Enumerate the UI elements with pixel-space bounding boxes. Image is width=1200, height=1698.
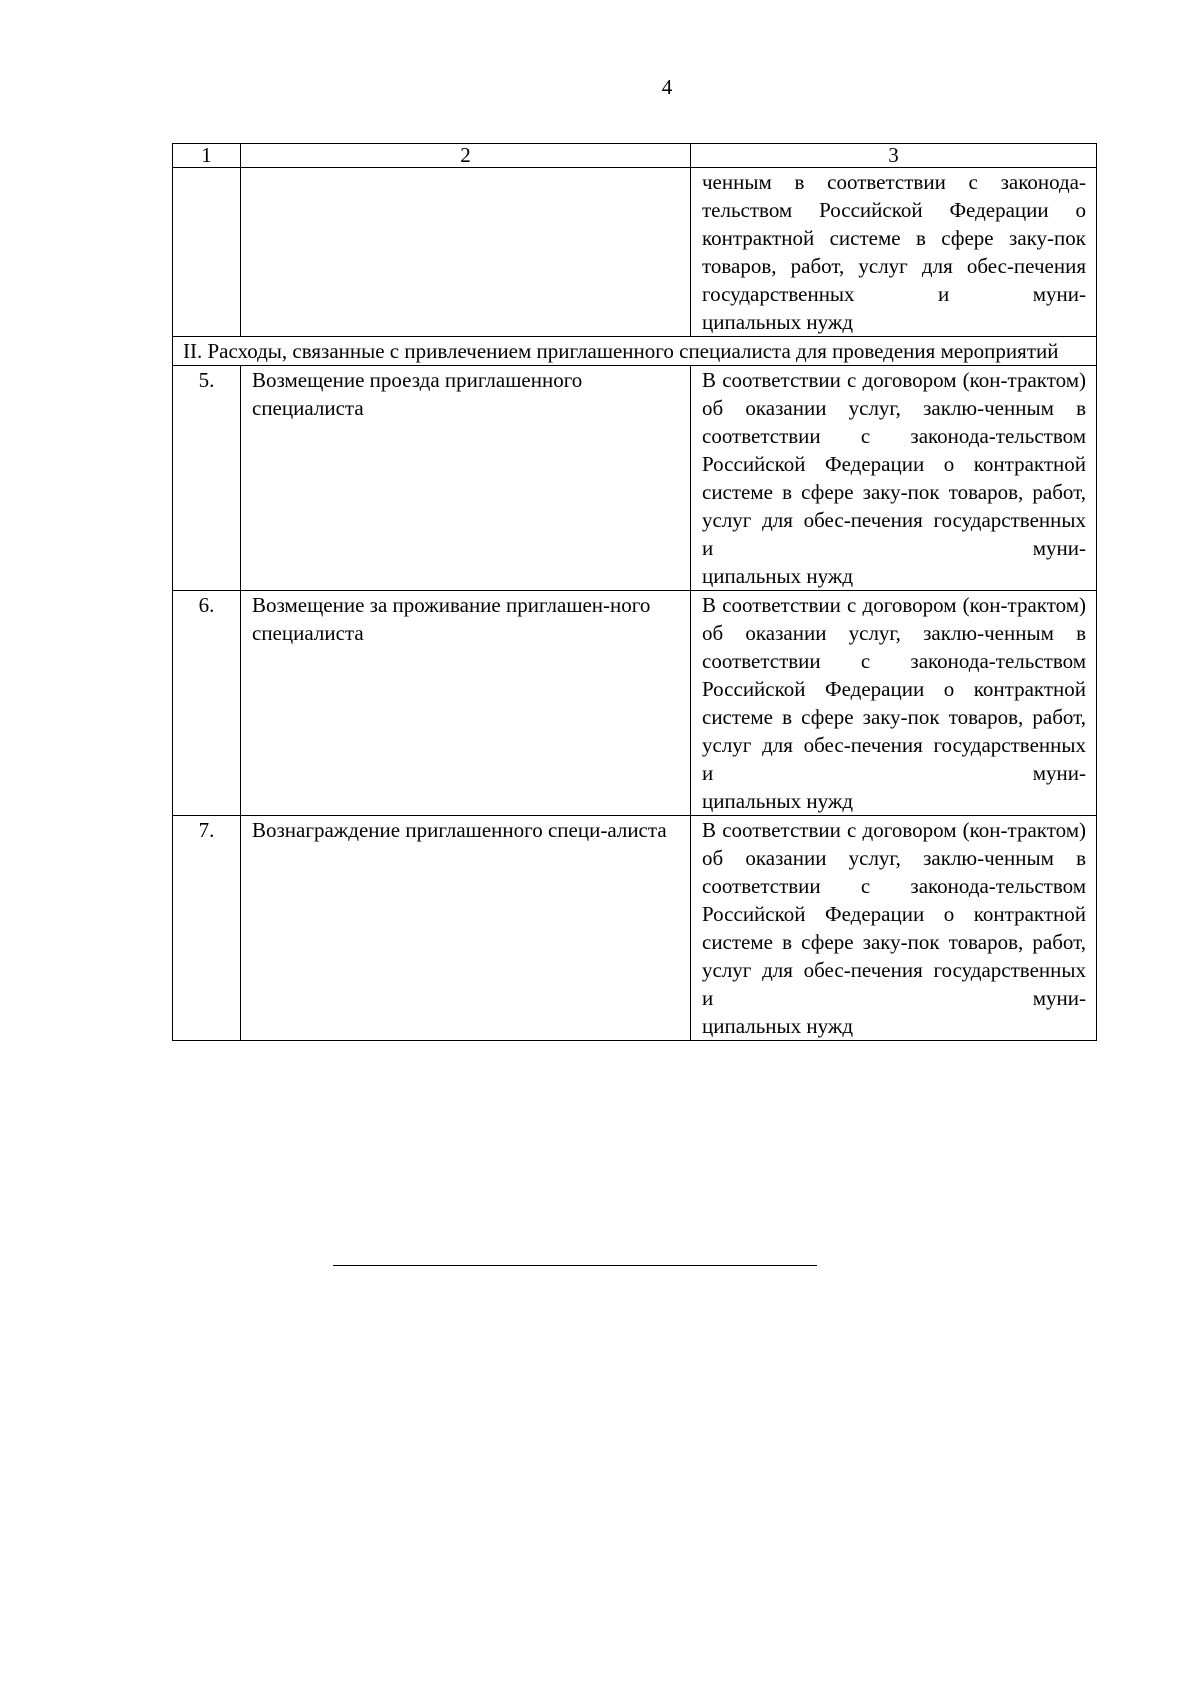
table-header-row [173,144,1097,168]
cell-basis [691,168,1097,337]
basis-text: В соответствии с договором (кон-трактом) об оказании услуг, заклю-ченным в соответствии с законода-тельством Российской Федерации о контрактной системе в сфере заку-пок товаров, работ, услуг для обес-печения государственных и муни- [702,593,1086,785]
table-row [173,366,1097,591]
basis-text: В соответствии с договором (кон-трактом) об оказании услуг, заклю-ченным в соответствии с законода-тельством Российской Федерации о контрактной системе в сфере заку-пок товаров, работ, услуг для обес-печения государственных и муни- [702,818,1086,1010]
basis-text: В соответствии с договором (кон-трактом) об оказании услуг, заклю-ченным в соответствии с законода-тельством Российской Федерации о контрактной системе в сфере заку-пок товаров, работ, услуг для обес-печения государственных и муни- [702,368,1086,560]
basis-text-last-line: ципальных нужд [702,1014,854,1038]
row-number: 7. [173,816,241,1041]
cell-num [173,168,241,337]
table-row-continuation [173,168,1097,337]
basis-text-last-line: ципальных нужд [702,310,854,334]
basis-text-last-line: ципальных нужд [702,564,854,588]
page-number: 4 [661,75,673,99]
cell-basis [691,366,1097,591]
expense-name: Вознаграждение приглашенного специ-алиста [241,816,691,1041]
table-row [173,591,1097,816]
basis-text-last-line: ципальных нужд [702,789,854,813]
basis-text: ченным в соответствии с законода-тельством Российской Федерации о контрактной системе в сфере заку-пок товаров, работ, услуг для обес-печения государственных и муни- [702,170,1086,306]
row-number: 6. [173,591,241,816]
cell-basis [691,591,1097,816]
closing-line [333,1265,817,1266]
expense-name: Возмещение проезда приглашенного специалиста [241,366,691,591]
expense-name: Возмещение за проживание приглашен-ного специалиста [241,591,691,816]
column-header-2: 2 [241,144,691,168]
column-header-1: 1 [173,144,241,168]
row-number: 5. [173,366,241,591]
expenses-table [172,143,1097,1041]
section-title: II. Расходы, связанные с привлечением приглашенного специалиста для проведения мероприятий [173,337,1097,366]
table-row [173,816,1097,1041]
section-row [173,337,1097,366]
cell-basis [691,816,1097,1041]
cell-name [241,168,691,337]
column-header-3: 3 [691,144,1097,168]
